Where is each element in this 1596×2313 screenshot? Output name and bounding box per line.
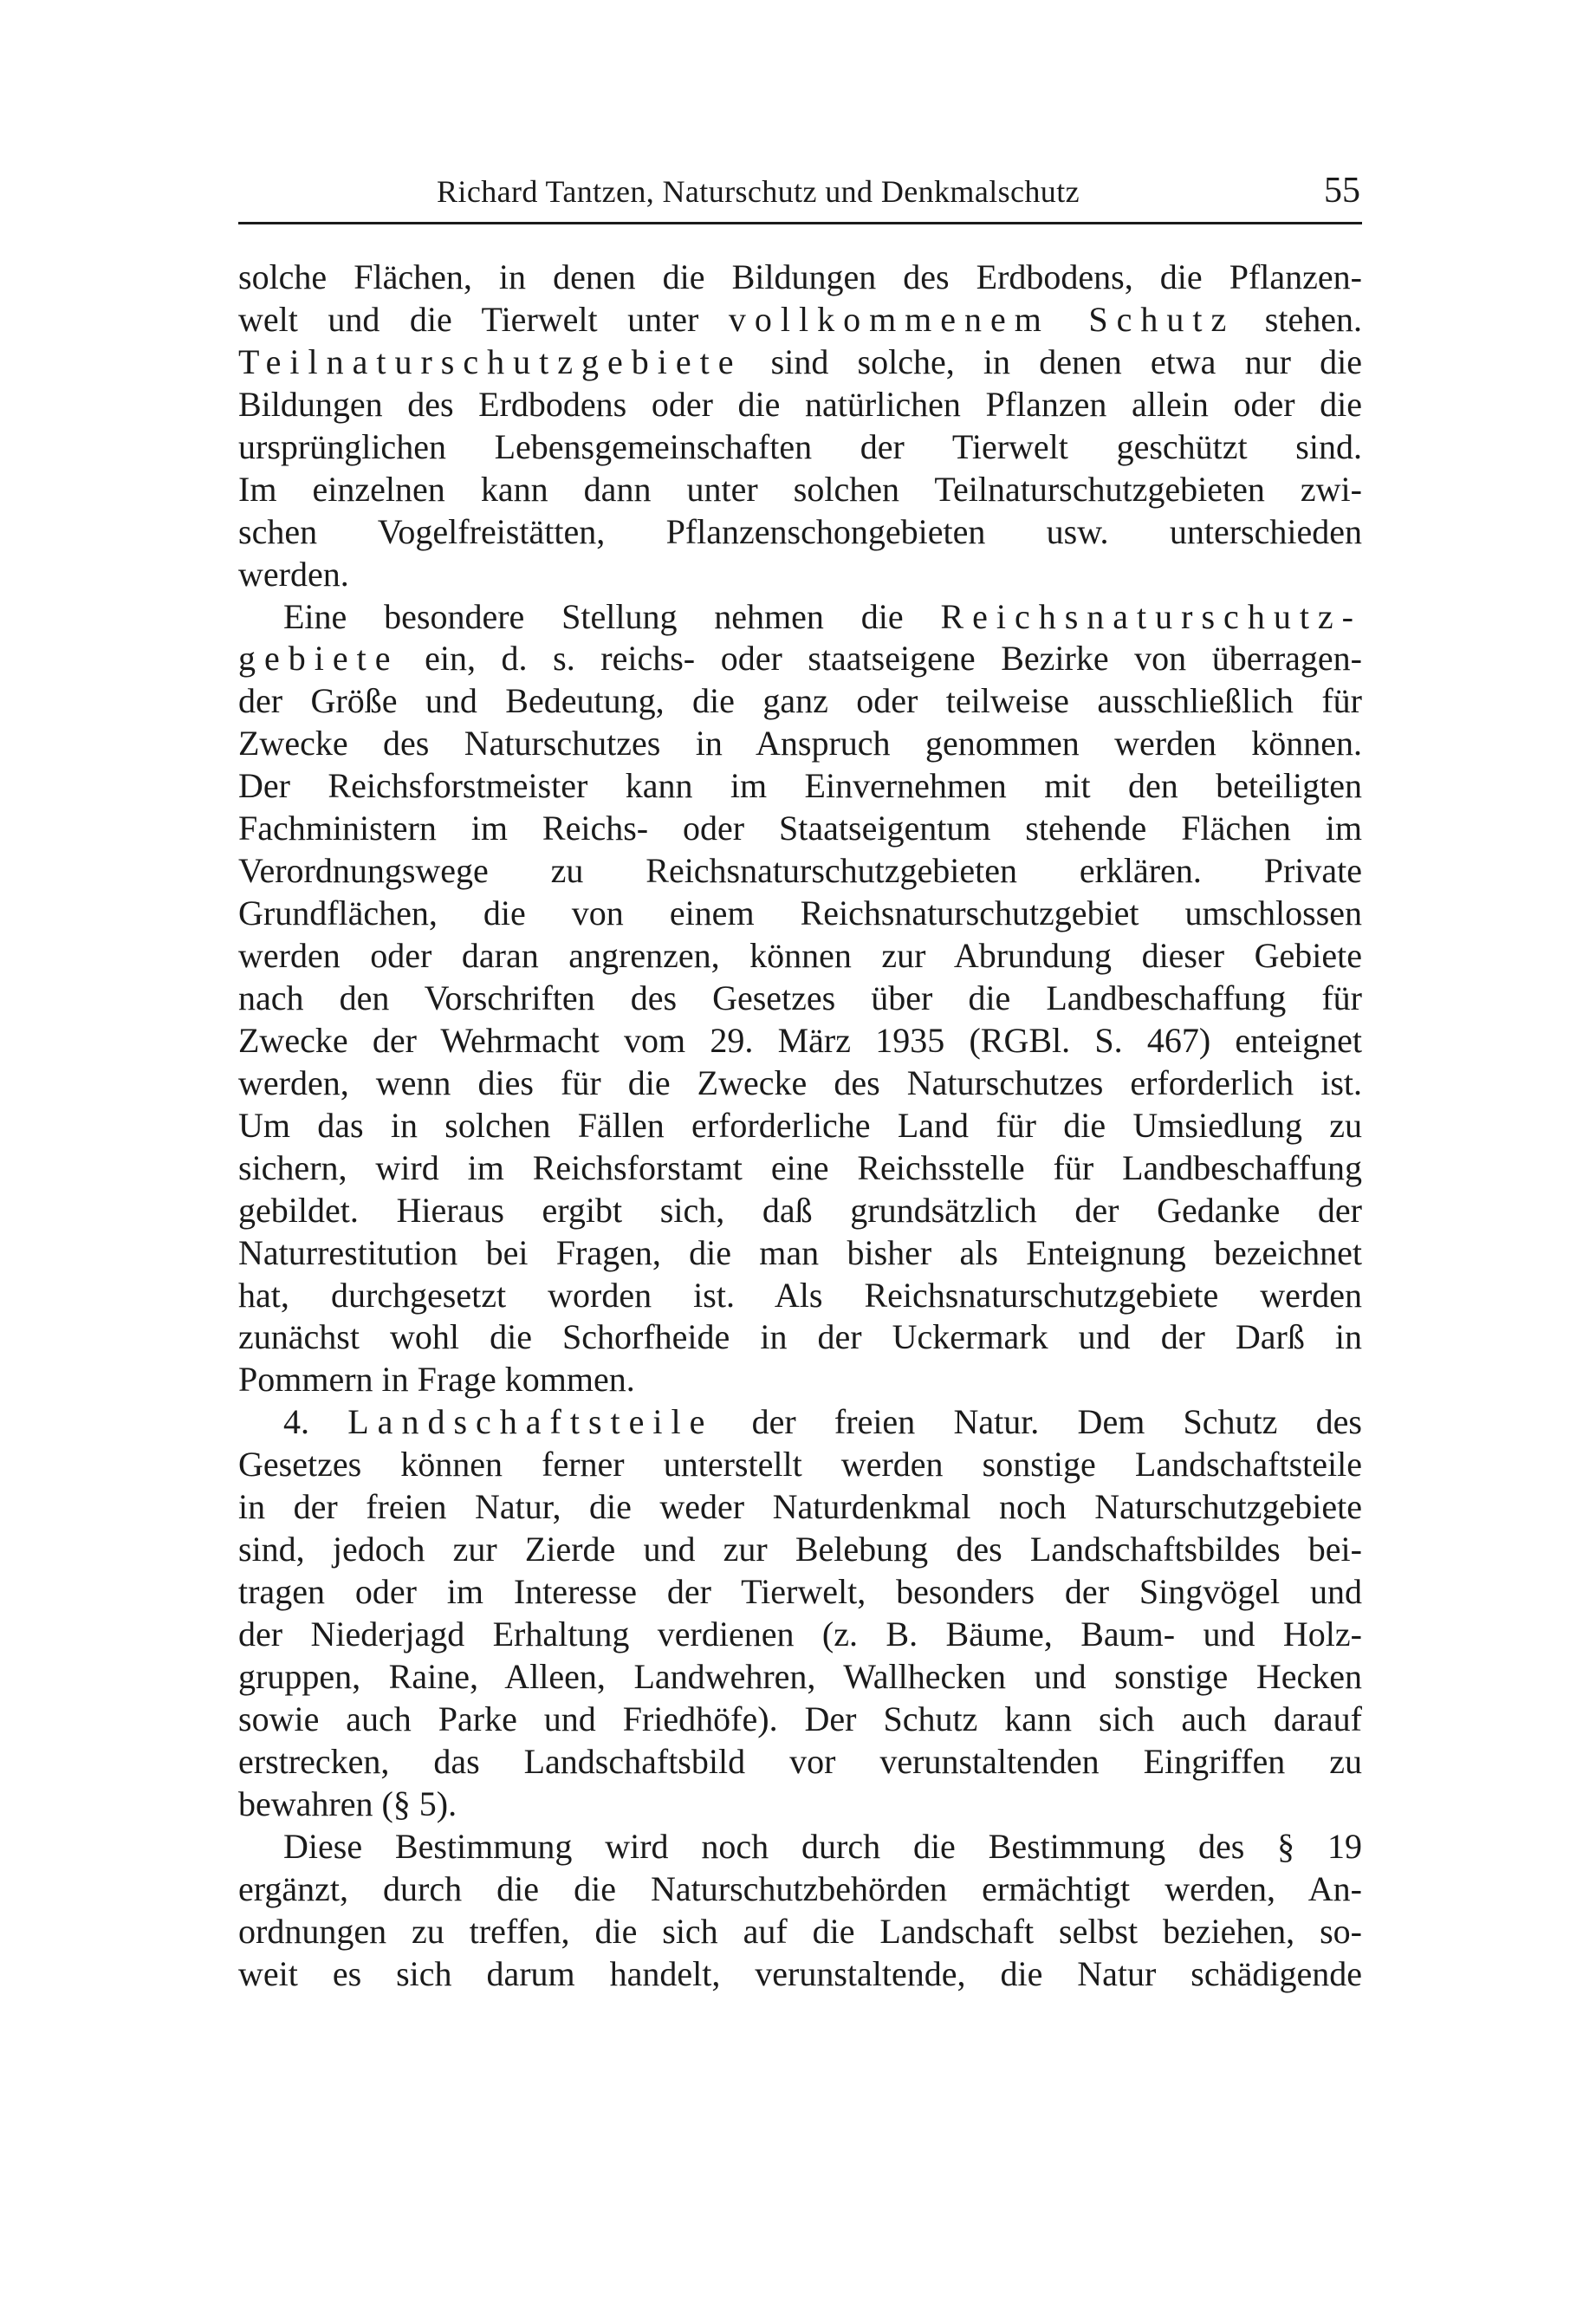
text-line bbox=[238, 1062, 1362, 1105]
text-line bbox=[238, 341, 1362, 384]
text-line bbox=[238, 1401, 1362, 1444]
line-text: Eine besondere Stellung nehmen die bbox=[283, 596, 941, 636]
text-line bbox=[238, 1699, 1362, 1741]
text-line bbox=[238, 723, 1362, 765]
line-text: in der freien Natur, die weder Naturdenkmal noch Naturschutzgebiete bbox=[238, 1487, 1362, 1527]
line-text: sowie auch Parke und Friedhöfe). Der Schutz kann sich auch darauf bbox=[238, 1699, 1362, 1738]
text-line bbox=[238, 596, 1362, 639]
text-line bbox=[238, 1444, 1362, 1486]
line-text: Im einzelnen kann dann unter solchen Teilnaturschutzgebieten zwi- bbox=[238, 469, 1362, 509]
line-text: erstrecken, das Landschaftsbild vor verunstaltenden Eingriffen zu bbox=[238, 1741, 1362, 1781]
text-line bbox=[238, 1147, 1362, 1190]
line-text: Fachministern im Reichs- oder Staatseigentum stehende Flächen im bbox=[238, 809, 1362, 848]
spaced-emphasis: gebiete bbox=[238, 639, 399, 679]
text-line bbox=[238, 808, 1362, 850]
text-line bbox=[238, 850, 1362, 893]
line-text: sind solche, in denen etwa nur die bbox=[742, 341, 1362, 381]
line-text: ein, d. s. reichs- oder staatseigene Bezirke von überragen- bbox=[399, 639, 1362, 679]
text-line bbox=[238, 1020, 1362, 1062]
text-line bbox=[238, 299, 1362, 341]
text-line bbox=[238, 469, 1362, 511]
line-text: sichern, wird im Reichsforstamt eine Reichsstelle für Landbeschaffung bbox=[238, 1147, 1362, 1187]
line-text: bewahren (§ 5). bbox=[238, 1783, 457, 1823]
text-line bbox=[238, 384, 1362, 426]
text-line bbox=[238, 1656, 1362, 1699]
line-text: welt und die Tierwelt unter bbox=[238, 299, 729, 339]
line-text: Verordnungswege zu Reichsnaturschutzgebieten erklären. Private bbox=[238, 851, 1362, 891]
text-line bbox=[238, 978, 1362, 1020]
text-line bbox=[238, 1868, 1362, 1911]
line-text: Pommern in Frage kommen. bbox=[238, 1360, 635, 1400]
line-text: Gesetzes können ferner unterstellt werden sonstige Landschaftsteile bbox=[238, 1445, 1362, 1485]
line-text: Zwecke des Naturschutzes in Anspruch genommen werden können. bbox=[238, 724, 1362, 763]
text-line bbox=[238, 554, 1362, 596]
line-text: nach den Vorschriften des Gesetzes über die Landbeschaffung für bbox=[238, 978, 1362, 1017]
text-line bbox=[238, 1105, 1362, 1147]
text-line bbox=[238, 511, 1362, 554]
line-text: Der Reichsforstmeister kann im Einvernehmen mit den beteiligten bbox=[238, 766, 1362, 806]
text-line bbox=[238, 1529, 1362, 1571]
line-text: zunächst wohl die Schorfheide in der Uckermark und der Darß in bbox=[238, 1317, 1362, 1357]
spaced-emphasis: Landschaftsteile bbox=[347, 1402, 714, 1442]
page-number: 55 bbox=[1324, 171, 1360, 211]
line-text: gebildet. Hieraus ergibt sich, daß grundsätzlich der Gedanke der bbox=[238, 1190, 1362, 1230]
line-text: der Niederjagd Erhaltung verdienen (z. B. Bäume, Baum- und Holz- bbox=[238, 1615, 1362, 1654]
line-text: Grundflächen, die von einem Reichsnaturschutzgebiet umschlossen bbox=[238, 893, 1362, 933]
text-line bbox=[238, 680, 1362, 723]
line-text: Um das in solchen Fällen erforderliche Land für die Umsiedlung zu bbox=[238, 1105, 1362, 1145]
text-line bbox=[238, 1571, 1362, 1614]
spaced-emphasis: vollkommenem Schutz bbox=[728, 299, 1236, 339]
running-head-title: Richard Tantzen, Naturschutz und Denkmalschutz bbox=[437, 174, 1080, 209]
line-text: Naturrestitution bei Fragen, die man bisher als Enteignung bezeichnet bbox=[238, 1232, 1362, 1272]
line-text: stehen. bbox=[1235, 299, 1362, 339]
text-line bbox=[238, 1953, 1362, 1996]
line-text: werden. bbox=[238, 554, 349, 594]
text-line bbox=[238, 935, 1362, 978]
line-text: ordnungen zu treffen, die sich auf die Landschaft selbst beziehen, so- bbox=[238, 1911, 1362, 1951]
text-line bbox=[238, 1783, 1362, 1826]
text-line bbox=[238, 1826, 1362, 1868]
line-text: gruppen, Raine, Alleen, Landwehren, Wallhecken und sonstige Hecken bbox=[238, 1656, 1362, 1696]
line-text: schen Vogelfreistätten, Pflanzenschongebieten usw. unterschieden bbox=[238, 511, 1362, 551]
line-text: der freien Natur. Dem Schutz des bbox=[713, 1402, 1362, 1442]
text-line bbox=[238, 1911, 1362, 1953]
text-line bbox=[238, 1359, 1362, 1401]
text-line bbox=[238, 765, 1362, 808]
text-line bbox=[238, 1316, 1362, 1359]
text-line bbox=[238, 1275, 1362, 1317]
spaced-emphasis: Teilnaturschutzgebiete bbox=[238, 341, 743, 381]
running-head bbox=[238, 170, 1362, 224]
line-text: ergänzt, durch die die Naturschutzbehörden ermächtigt werden, An- bbox=[238, 1868, 1362, 1908]
text-line bbox=[238, 426, 1362, 469]
line-text: solche Flächen, in denen die Bildungen des Erdbodens, die Pflanzen- bbox=[238, 257, 1362, 296]
text-line bbox=[238, 1190, 1362, 1232]
spaced-emphasis: Reichsnaturschutz- bbox=[940, 596, 1362, 636]
line-text: ursprünglichen Lebensgemeinschaften der Tierwelt geschützt sind. bbox=[238, 426, 1362, 466]
text-line bbox=[238, 638, 1362, 680]
text-line bbox=[238, 1614, 1362, 1656]
text-line bbox=[238, 1486, 1362, 1529]
line-text: werden, wenn dies für die Zwecke des Naturschutzes erforderlich ist. bbox=[238, 1062, 1362, 1102]
line-text: Bildungen des Erdbodens oder die natürlichen Pflanzen allein oder die bbox=[238, 384, 1362, 424]
line-text: hat, durchgesetzt worden ist. Als Reichsnaturschutzgebiete werden bbox=[238, 1275, 1362, 1315]
body-text bbox=[238, 257, 1362, 1995]
line-text: 4. bbox=[283, 1402, 348, 1442]
line-text: weit es sich darum handelt, verunstaltende, die Natur schädigende bbox=[238, 1953, 1362, 1993]
line-text: werden oder daran angrenzen, können zur Abrundung dieser Gebiete bbox=[238, 936, 1362, 975]
text-line bbox=[238, 257, 1362, 299]
text-line bbox=[238, 1741, 1362, 1783]
text-line bbox=[238, 1232, 1362, 1275]
line-text: sind, jedoch zur Zierde und zur Belebung des Landschaftsbildes bei- bbox=[238, 1530, 1362, 1569]
line-text: der Größe und Bedeutung, die ganz oder teilweise ausschließlich für bbox=[238, 681, 1362, 721]
text-line bbox=[238, 893, 1362, 935]
line-text: Zwecke der Wehrmacht vom 29. März 1935 (RGBl. S. 467) enteignet bbox=[238, 1020, 1362, 1060]
line-text: tragen oder im Interesse der Tierwelt, besonders der Singvögel und bbox=[238, 1572, 1362, 1612]
line-text: Diese Bestimmung wird noch durch die Bestimmung des § 19 bbox=[283, 1826, 1362, 1866]
